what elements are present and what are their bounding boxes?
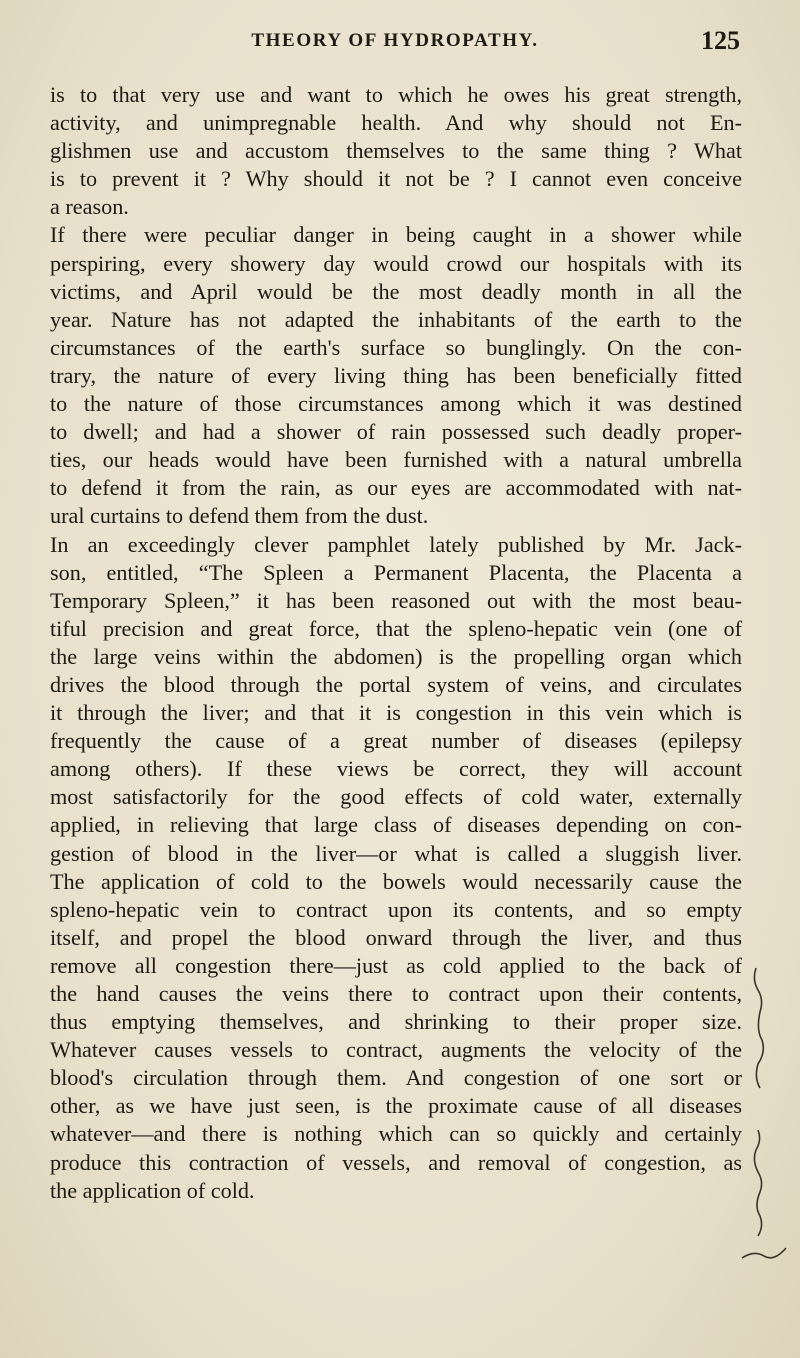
text-line: applied, in relieving that large class of diseases depending on con- <box>50 812 742 838</box>
text-line: to dwell; and had a shower of rain possessed such deadly proper- <box>50 419 742 445</box>
text-line: activity, and unimpregnable health. And why should not En- <box>50 110 742 136</box>
text-line: If there were peculiar danger in being caught in a shower while <box>50 222 742 248</box>
text-line: produce this contraction of vessels, and removal of congestion, as <box>50 1149 742 1175</box>
text-line: remove all congestion there—just as cold applied to the back of <box>50 952 742 978</box>
text-line: spleno-hepatic vein to contract upon its contents, and so empty <box>50 896 742 922</box>
text-line: other, as we have just seen, is the proximate cause of all diseases <box>50 1093 742 1119</box>
text-line: a reason. <box>50 194 129 220</box>
text-line: the application of cold. <box>50 1177 255 1203</box>
page-number: 125 <box>701 26 740 55</box>
text-line: the large veins within the abdomen) is the propelling organ which <box>50 643 742 669</box>
text-line: perspiring, every showery day would crowd our hospitals with its <box>50 250 742 276</box>
text-line: trary, the nature of every living thing has been beneficially fitted <box>50 362 742 388</box>
text-line: it through the liver; and that it is congestion in this vein which is <box>50 700 742 726</box>
text-line: Temporary Spleen,” it has been reasoned out with the most beau- <box>50 587 742 613</box>
running-head: THEORY OF HYDROPATHY. <box>251 30 539 51</box>
text-line: is to prevent it ? Why should it not be ? I cannot even conceive <box>50 166 742 192</box>
text-line: tiful precision and great force, that the spleno-hepatic vein (one of <box>50 615 742 641</box>
text-line: itself, and propel the blood onward through the liver, and thus <box>50 924 742 950</box>
text-line: year. Nature has not adapted the inhabitants of the earth to the <box>50 306 742 332</box>
text-line: is to that very use and want to which he owes his great strength, <box>50 82 742 107</box>
text-line: glishmen use and accustom themselves to the same thing ? What <box>50 138 742 164</box>
text-line: son, entitled, “The Spleen a Permanent Placenta, the Placenta a <box>50 559 742 585</box>
text-line: to the nature of those circumstances among which it was destined <box>50 391 742 417</box>
text-line: frequently the cause of a great number of diseases (epilepsy <box>50 728 742 754</box>
text-line: to defend it from the rain, as our eyes are accommodated with nat- <box>50 475 742 501</box>
text-line: In an exceedingly clever pamphlet lately published by Mr. Jack- <box>50 531 742 557</box>
text-line: drives the blood through the portal system of veins, and circulates <box>50 671 742 697</box>
text-line: ties, our heads would have been furnished with a natural umbrella <box>50 447 742 473</box>
text-line: victims, and April would be the most deadly month in all the <box>50 278 742 304</box>
margin-pencil-flourish <box>740 1240 790 1270</box>
text-line: ural curtains to defend them from the dust. <box>50 503 429 529</box>
page-header <box>50 28 740 58</box>
text-line: blood's circulation through them. And congestion of one sort or <box>50 1065 742 1091</box>
text-line: among others). If these views be correct, they will account <box>50 756 742 782</box>
text-line: whatever—and there is nothing which can so quickly and certainly <box>50 1121 742 1147</box>
text-line: the hand causes the veins there to contract upon their contents, <box>50 981 742 1006</box>
text-line: most satisfactorily for the good effects of cold water, externally <box>50 784 742 810</box>
body-text <box>50 81 742 1205</box>
text-line: circumstances of the earth's surface so bunglingly. On the con- <box>50 334 742 360</box>
margin-pencil-marks <box>748 960 788 1240</box>
text-line: thus emptying themselves, and shrinking to their proper size. <box>50 1009 742 1035</box>
text-line: The application of cold to the bowels would necessarily cause the <box>50 868 742 894</box>
text-line: gestion of blood in the liver—or what is called a sluggish liver. <box>50 840 742 866</box>
text-line: Whatever causes vessels to contract, augments the velocity of the <box>50 1037 742 1063</box>
